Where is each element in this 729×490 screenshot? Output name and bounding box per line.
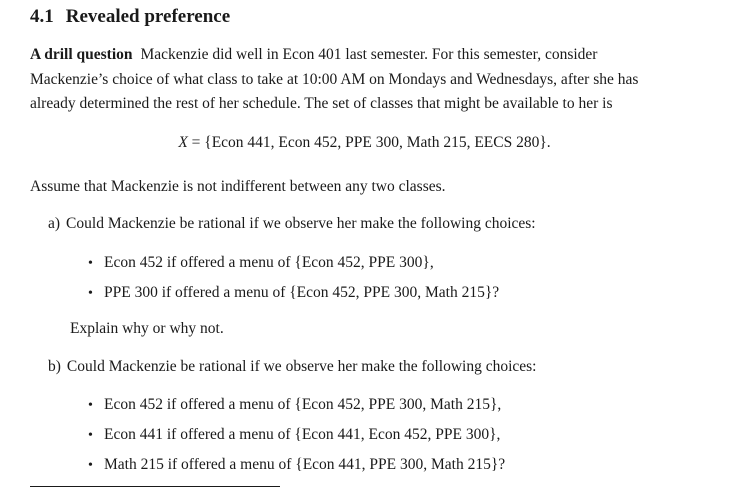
bullet-text: PPE 300 if offered a menu of {Econ 452, PPE 300, Math 215}? — [104, 284, 500, 301]
question-a-text: Could Mackenzie be rational if we observe her make the following choices: — [66, 215, 536, 232]
bullet-icon: • — [88, 286, 93, 301]
question-a — [48, 215, 536, 233]
bullet-icon: • — [88, 398, 93, 413]
set-formula — [0, 134, 729, 152]
section-heading — [30, 6, 230, 28]
formula-variable: X — [178, 134, 188, 151]
explain-prompt: Explain why or why not. — [70, 320, 224, 337]
question-b-text: Could Mackenzie be rational if we observe her make the following choices: — [66, 358, 537, 375]
section-number: 4.1 — [30, 6, 54, 27]
question-a-bullet-2 — [88, 284, 499, 302]
footnote-divider — [30, 486, 280, 487]
question-b-bullet-1 — [88, 396, 501, 414]
section-title: Revealed preference — [65, 6, 231, 27]
intro-paragraph — [30, 43, 670, 117]
paragraph-lead: A drill question — [30, 46, 133, 63]
formula-rest: = {Econ 441, Econ 452, PPE 300, Math 215, EECS 280}. — [187, 134, 551, 151]
bullet-icon: • — [88, 458, 93, 473]
question-b — [48, 358, 537, 376]
bullet-icon: • — [88, 256, 93, 271]
assumption-text: Assume that Mackenzie is not indifferent between any two classes. — [30, 178, 446, 195]
bullet-text: Econ 452 if offered a menu of {Econ 452, PPE 300, Math 215}, — [104, 396, 502, 413]
question-b-bullet-3 — [88, 456, 505, 474]
intro-text: Mackenzie did well in Econ 401 last semester. For this semester, consider Mackenzie’s choice of what class to take at 10:00 AM on Mondays and Wednesdays, after she has already determined the rest of her schedule. The set of classes that might be available to her is — [30, 46, 639, 112]
bullet-text: Math 215 if offered a menu of {Econ 441, PPE 300, Math 215}? — [104, 456, 506, 473]
question-b-bullet-2 — [88, 426, 500, 444]
question-b-label: b) — [48, 358, 61, 375]
bullet-icon: • — [88, 428, 93, 443]
question-a-label: a) — [48, 215, 61, 232]
question-a-bullet-1 — [88, 254, 434, 272]
bullet-text: Econ 441 if offered a menu of {Econ 441, Econ 452, PPE 300}, — [104, 426, 501, 443]
bullet-text: Econ 452 if offered a menu of {Econ 452, PPE 300}, — [104, 254, 434, 271]
